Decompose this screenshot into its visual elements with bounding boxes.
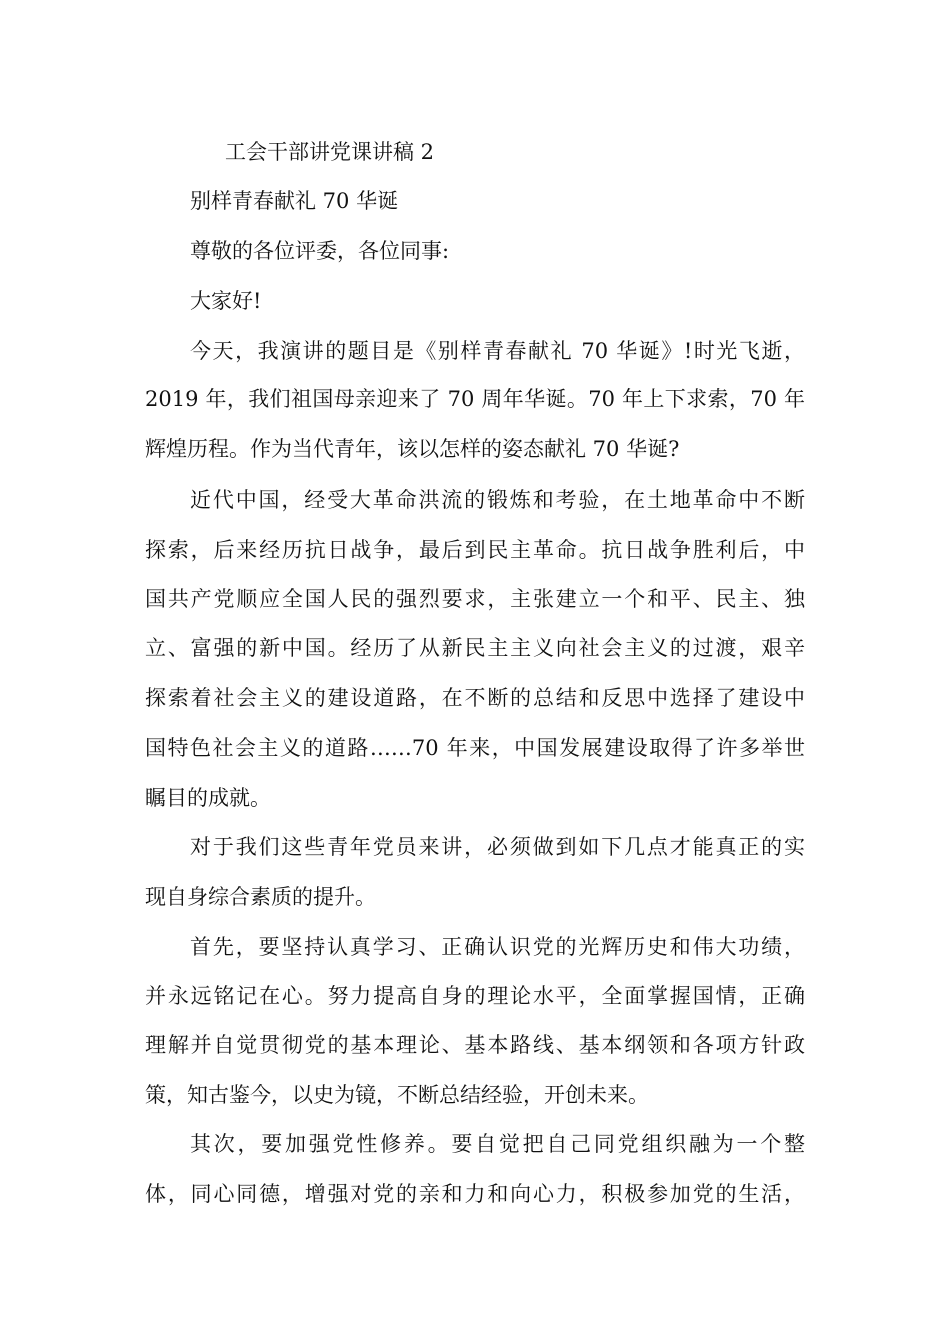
body-line: 立、富强的新中国。经历了从新民主主义向社会主义的过渡，艰辛	[145, 636, 805, 660]
body-line: 今天，我演讲的题目是《别样青春献礼 70 华诞》!时光飞逝，	[190, 339, 805, 363]
salutation: 尊敬的各位评委，各位同事:	[190, 239, 450, 263]
body-line: 探索，后来经历抗日战争，最后到民主革命。抗日战争胜利后，中	[145, 538, 805, 562]
document-title: 工会干部讲党课讲稿 2	[225, 140, 435, 164]
body-line: 策，知古鉴今，以史为镜，不断总结经验，开创未来。	[145, 1083, 649, 1107]
body-line: 其次，要加强党性修养。要自觉把自己同党组织融为一个整	[190, 1132, 805, 1156]
body-line: 理解并自觉贯彻党的基本理论、基本路线、基本纲领和各项方针政	[145, 1033, 805, 1057]
body-line: 辉煌历程。作为当代青年，该以怎样的姿态献礼 70 华诞?	[145, 437, 680, 461]
document-subtitle: 别样青春献礼 70 华诞	[190, 189, 399, 213]
body-line: 近代中国，经受大革命洪流的锻炼和考验，在土地革命中不断	[190, 488, 805, 512]
body-line: 探索着社会主义的建设道路，在不断的总结和反思中选择了建设中	[145, 686, 805, 710]
greeting: 大家好!	[190, 289, 262, 313]
body-line: 2019 年，我们祖国母亲迎来了 70 周年华诞。70 年上下求索，70 年	[145, 387, 805, 411]
body-line: 现自身综合素质的提升。	[145, 885, 376, 909]
body-line: 瞩目的成就。	[145, 786, 271, 810]
body-line: 对于我们这些青年党员来讲，必须做到如下几点才能真正的实	[190, 835, 805, 859]
body-line: 国共产党顺应全国人民的强烈要求，主张建立一个和平、民主、独	[145, 587, 805, 611]
body-line: 国特色社会主义的道路……70 年来，中国发展建设取得了许多举世	[145, 736, 805, 760]
body-line: 并永远铭记在心。努力提高自身的理论水平，全面掌握国情，正确	[145, 984, 805, 1008]
body-line: 首先，要坚持认真学习、正确认识党的光辉历史和伟大功绩，	[190, 935, 805, 959]
body-line: 体，同心同德，增强对党的亲和力和向心力，积极参加党的生活，	[145, 1182, 805, 1206]
